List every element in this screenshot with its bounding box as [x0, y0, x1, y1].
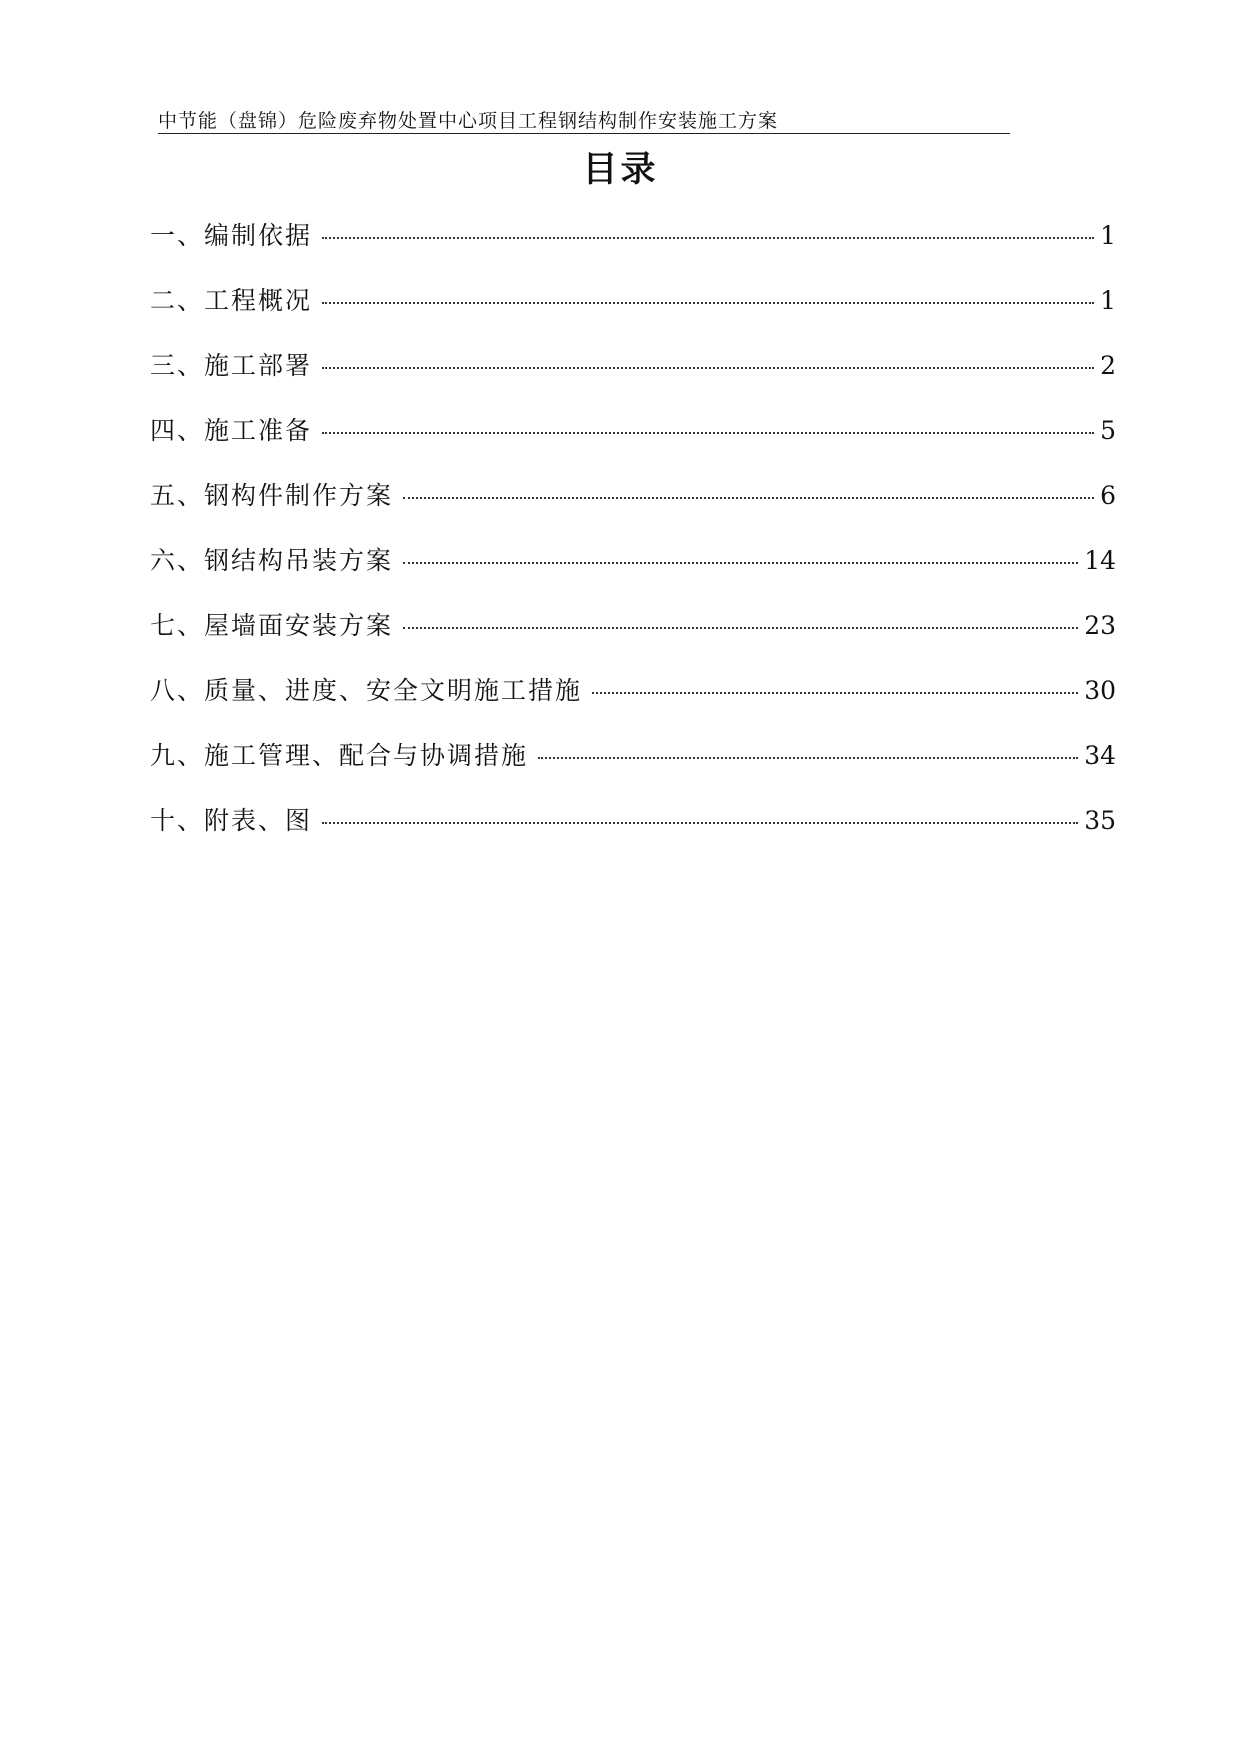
toc-entry-page: 14: [1084, 546, 1116, 575]
toc-entry-page: 23: [1084, 611, 1116, 640]
toc-entry[interactable]: [150, 476, 1116, 541]
toc-entry-page: 5: [1100, 416, 1116, 445]
toc-entry-page: 35: [1084, 806, 1116, 835]
toc-dot-leader: [403, 497, 1094, 499]
toc-entry[interactable]: [150, 216, 1116, 281]
toc-entry-label: 二、工程概况: [150, 286, 313, 315]
toc-dot-leader: [322, 822, 1078, 824]
toc-entry-page: 34: [1084, 741, 1116, 770]
toc-entry[interactable]: [150, 346, 1116, 411]
toc-entry-label: 十、附表、图: [150, 806, 313, 835]
toc-entry[interactable]: [150, 541, 1116, 606]
toc-entry-page: 2: [1100, 351, 1116, 380]
toc-dot-leader: [322, 302, 1094, 304]
page-header-text: 中节能（盘锦）危险废弃物处置中心项目工程钢结构制作安装施工方案: [158, 110, 779, 132]
toc-entry-page: 1: [1100, 221, 1116, 250]
toc-entry-label: 一、编制依据: [150, 221, 313, 250]
toc-entry[interactable]: [150, 671, 1116, 736]
toc-dot-leader: [403, 627, 1078, 629]
toc-entry[interactable]: [150, 801, 1116, 866]
toc-entry-label: 九、施工管理、配合与协调措施: [150, 741, 529, 770]
toc-entry-label: 三、施工部署: [150, 351, 313, 380]
toc-dot-leader: [592, 692, 1078, 694]
toc-entry[interactable]: [150, 411, 1116, 476]
toc-dot-leader: [403, 562, 1078, 564]
toc-dot-leader: [538, 757, 1078, 759]
toc-entry[interactable]: [150, 606, 1116, 671]
toc-entry-label: 五、钢构件制作方案: [150, 481, 394, 510]
toc-list: [150, 216, 1116, 866]
toc-entry[interactable]: [150, 736, 1116, 801]
toc-entry-page: 6: [1100, 481, 1116, 510]
toc-entry-page: 1: [1100, 286, 1116, 315]
toc-dot-leader: [322, 237, 1094, 239]
toc-entry-label: 八、质量、进度、安全文明施工措施: [150, 676, 583, 705]
toc-dot-leader: [322, 367, 1094, 369]
toc-entry-label: 四、施工准备: [150, 416, 313, 445]
page-header: [158, 104, 1010, 134]
toc-entry[interactable]: [150, 281, 1116, 346]
toc-entry-label: 六、钢结构吊装方案: [150, 546, 394, 575]
toc-dot-leader: [322, 432, 1094, 434]
toc-entry-page: 30: [1084, 676, 1116, 705]
toc-entry-label: 七、屋墙面安装方案: [150, 611, 394, 640]
toc-title: 目录: [582, 150, 659, 190]
